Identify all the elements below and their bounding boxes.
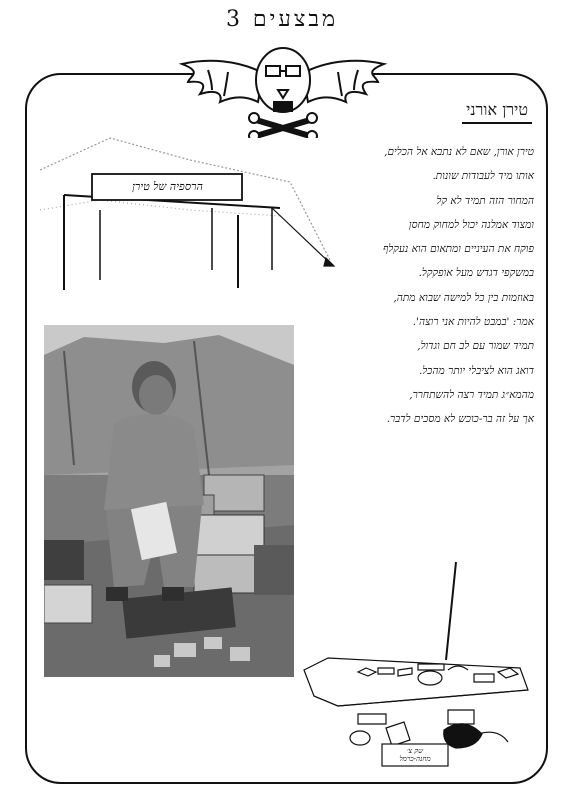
poem-line: תמיד שמור עם לב חם וגדול, [417,340,534,353]
poem-line: טירן אורן, שאם לא נתבא אל הכלים, [384,146,534,158]
poem-line: אותו מיד לעבודות שונות. [432,170,534,183]
poem-line: פוקח את העיניים ומתאום הוא נעקלף [382,243,534,256]
profile-name: טירן אורני [462,100,532,124]
ammo-box-label-line: שק צ׳ [406,747,424,755]
poem-line: באוזמות בין כל למישה שבוא מתה, [393,291,534,304]
page-title: מבצעים 3 [225,7,339,32]
tent-sign-label: הרספיה של טירן [132,180,203,193]
winged-skull-icon [178,28,388,138]
table-drawing [298,560,534,770]
poem-line: המחור הזה תמיד לא קל [436,194,534,207]
poem-line: ומצוד אמלנה יכול למחוק מחסן [408,218,534,231]
poem-line: אמר: 'במבט להיות אני רוצה'. [412,316,534,329]
poem-line: אך על זה בר-כוכש לא מסכים לדבר. [386,413,534,426]
ammo-box-label-line: מחנה-כרמל [399,755,431,763]
ammo-box-label [384,747,446,763]
poem-line: מהמא״ג תמיד רצה להשתחרר, [409,388,534,401]
poem-line: דואג הוא לציבלי יותר מהכל. [418,364,534,377]
soldier-photo [44,325,294,677]
poem-line: במשקפי דגדש מעל אופקקל. [418,267,534,280]
